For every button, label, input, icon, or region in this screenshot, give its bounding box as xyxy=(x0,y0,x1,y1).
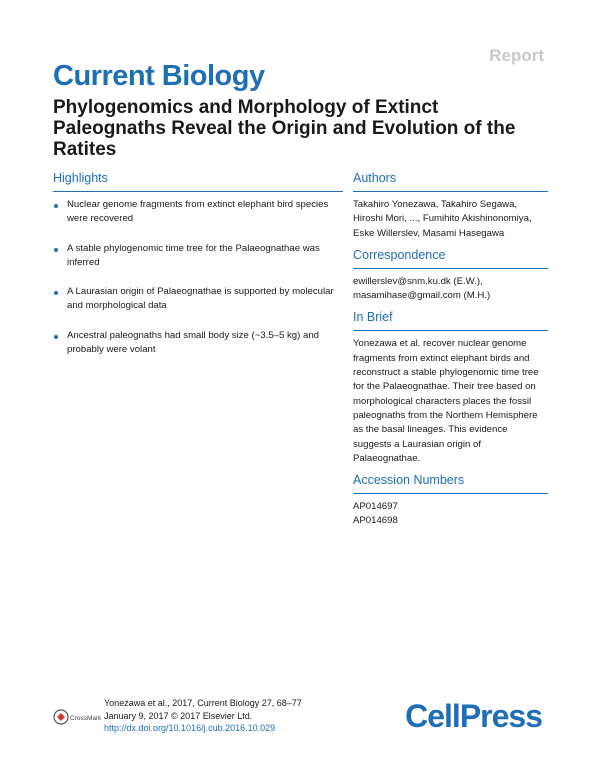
cellpress-logo: CellPress xyxy=(405,698,542,734)
doi-link[interactable]: http://dx.doi.org/10.1016/j.cub.2016.10.029 xyxy=(104,723,276,733)
article-type-label: Report xyxy=(489,46,544,65)
authors-heading: Authors xyxy=(353,171,397,185)
highlight-item: A Laurasian origin of Palaeognathae is supported by molecular and morphological data xyxy=(53,285,343,314)
highlight-item: Ancestral paleognaths had small body size (~3.5–5 kg) and probably were volant xyxy=(53,329,343,358)
highlight-item: A stable phylogenomic time tree for the Palaeognathae was inferred xyxy=(53,242,343,271)
highlights-section xyxy=(53,171,343,372)
accession-heading: Accession Numbers xyxy=(353,473,465,488)
citation-line: Yonezawa et al., 2017, Current Biology 27, 68–77 xyxy=(104,698,302,708)
highlight-item: Nuclear genome fragments from extinct elephant bird species were recovered xyxy=(53,198,343,227)
in-brief-text: Yonezawa et al. recover nuclear genome fragments from extinct elephant birds and reconstruct a stable phylogenomic time tree for the Palaeognathae. Their tree based on morphological characters places the fossil paleognaths from the Northern Hemisphere as the basal lineages. This evidence suggests a Laurasian origin of Palaeognathae. xyxy=(353,338,539,464)
correspondence-heading: Correspondence xyxy=(353,247,446,262)
section-divider xyxy=(353,191,548,192)
in-brief-heading: In Brief xyxy=(353,310,393,325)
in-brief-section xyxy=(353,310,548,466)
section-divider xyxy=(353,493,548,494)
bullet-icon xyxy=(54,335,58,339)
highlights-list xyxy=(53,198,343,357)
section-divider xyxy=(53,191,343,192)
correspondence-email-1[interactable]: ewillerslev@snm.ku.dk (E.W.), xyxy=(353,275,483,287)
accession-number: AP014698 xyxy=(353,515,398,527)
section-divider xyxy=(353,330,548,331)
bullet-icon xyxy=(54,291,58,295)
accession-number: AP014697 xyxy=(353,501,398,513)
correspondence-section xyxy=(353,248,548,304)
authors-section xyxy=(353,171,548,241)
bullet-icon xyxy=(54,248,58,252)
crossmark-logo[interactable] xyxy=(53,708,101,726)
correspondence-email-2[interactable]: masamihase@gmail.com (M.H.) xyxy=(353,290,491,302)
section-divider xyxy=(353,268,548,269)
crossmark-label: CrossMark xyxy=(70,715,101,722)
date-line: January 9, 2017 © 2017 Elsevier Ltd. xyxy=(104,710,253,721)
sidebar-column xyxy=(353,171,548,536)
citation-footer xyxy=(104,697,302,735)
journal-name: Current Biology xyxy=(53,60,265,92)
article-title: Phylogenomics and Morphology of Extinct Paleognaths Reveal the Origin and Evolution of the Ratites xyxy=(53,97,516,160)
highlights-heading: Highlights xyxy=(53,171,108,185)
accession-section xyxy=(353,473,548,529)
authors-list: Takahiro Yonezawa, Takahiro Segawa, Hiroshi Mori, ..., Fumihito Akishinonomiya, Eske Willerslev, Masami Hasegawa xyxy=(353,199,532,239)
bullet-icon xyxy=(54,204,58,208)
